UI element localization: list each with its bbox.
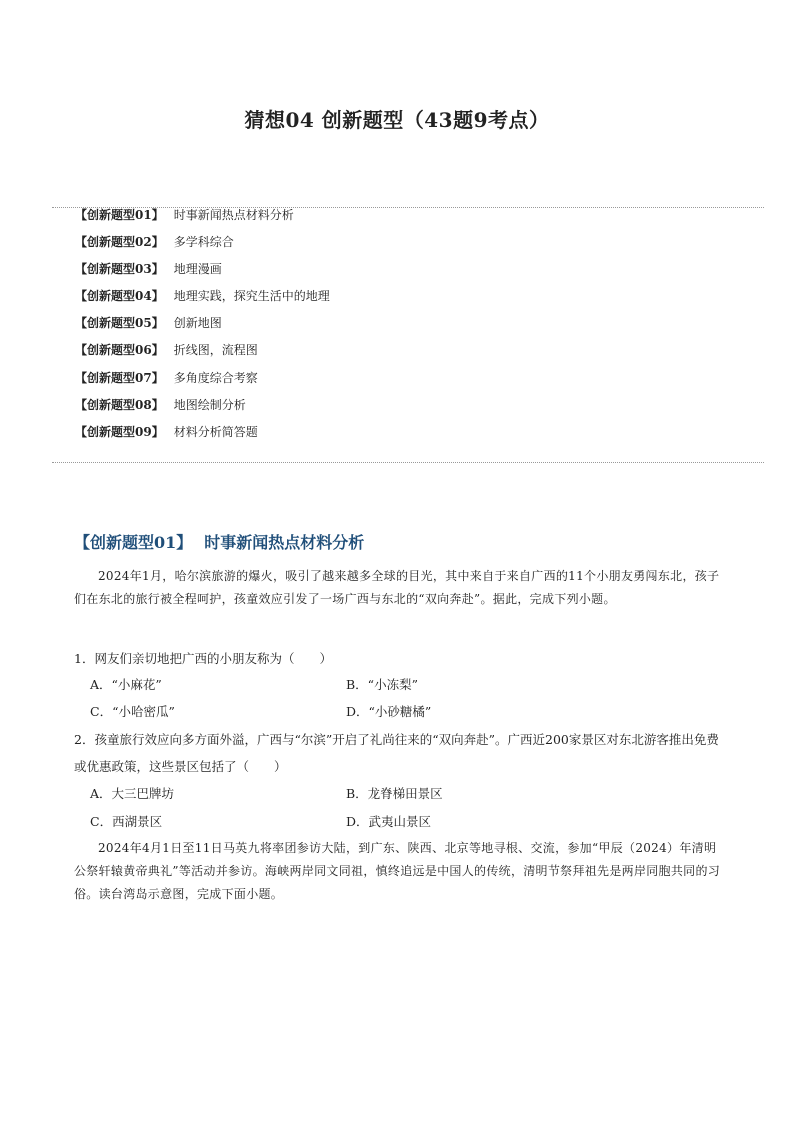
question-1-stem: 1．网友们亲切地把广西的小朋友称为（ ） [74, 651, 332, 666]
passage-2: 2024年4月1日至11日马英九将率团参访大陆，到广东、陕西、北京等地寻根、交流，参加“甲辰（2024）年清明公祭轩辕黄帝典礼”等活动并参访。海峡两岸同文同祖，慎终追远是中国人的传统，清明节祭拜祖先是两岸同胞共同的习俗。读台湾岛示意图，完成下面小题。 [74, 841, 721, 901]
page-title: 猜想04 创新题型（43题9考点） [244, 108, 550, 132]
toc-item-04[interactable]: 【创新题型04】 地理实践，探究生活中的地理 [75, 289, 330, 304]
q2-option-d[interactable]: D．武夷山景区 [346, 814, 432, 829]
toc-item-09[interactable]: 【创新题型09】 材料分析简答题 [75, 424, 258, 439]
toc-item-02[interactable]: 【创新题型02】 多学科综合 [75, 235, 234, 250]
toc-item-08[interactable]: 【创新题型08】 地图绘制分析 [75, 397, 246, 412]
toc-item-01[interactable]: 【创新题型01】 时事新闻热点材料分析 [75, 208, 294, 222]
q1-option-a[interactable]: A．“小麻花” [90, 677, 162, 692]
passage-1: 2024年1月，哈尔滨旅游的爆火，吸引了越来越多全球的目光，其中来自于来自广西的11个小朋友勇闯东北，孩子们在东北的旅行被全程呵护，孩童效应引发了一场广西与东北的“双向奔赴”。据此，完成下列小题。 [74, 569, 720, 606]
toc-item-05[interactable]: 【创新题型05】 创新地图 [75, 316, 222, 331]
question-2-stem: 2．孩童旅行效应向多方面外溢，广西与“尔滨”开启了礼尚往来的“双向奔赴”。广西近200家景区对东北游客推出免费或优惠政策，这些景区包括了（ ） [74, 732, 719, 774]
toc-item-06[interactable]: 【创新题型06】 折线图，流程图 [75, 343, 258, 358]
toc-item-07[interactable]: 【创新题型07】 多角度综合考察 [75, 370, 258, 385]
toc-item-03[interactable]: 【创新题型03】 地理漫画 [75, 262, 222, 277]
section-heading [74, 530, 364, 553]
toc-bottom-divider [52, 462, 764, 463]
toc-list [75, 204, 330, 448]
q1-option-d[interactable]: D．“小砂糖橘” [346, 704, 432, 719]
section-tag: 【创新题型01】 [74, 533, 193, 552]
q1-option-c[interactable]: C．“小哈密瓜” [90, 704, 175, 719]
q2-option-c[interactable]: C．西湖景区 [90, 814, 163, 829]
section-title: 时事新闻热点材料分析 [204, 533, 365, 552]
q2-option-b[interactable]: B．龙脊梯田景区 [346, 786, 443, 801]
q2-option-a[interactable]: A．大三巴牌坊 [90, 786, 175, 801]
q1-option-b[interactable]: B．“小冻梨” [346, 677, 418, 692]
